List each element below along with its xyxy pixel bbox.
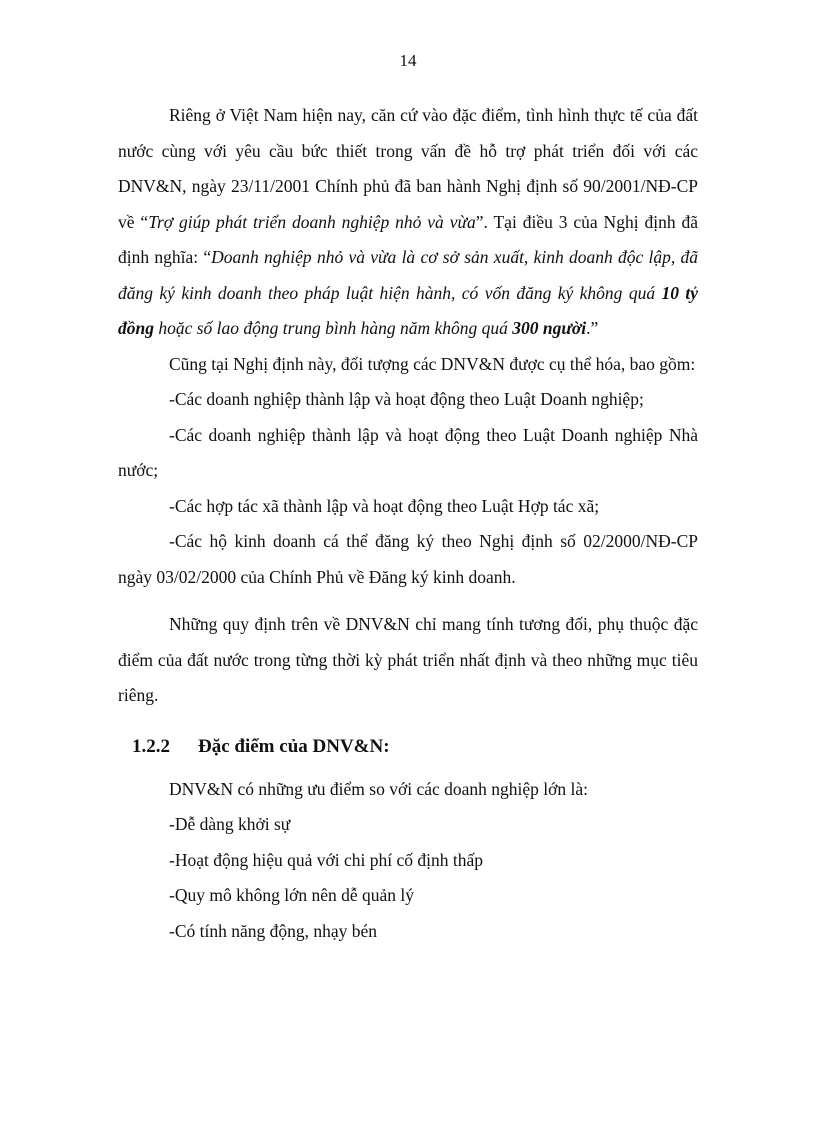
section-title: Đặc điểm của DNV&N: bbox=[198, 735, 390, 757]
list-item: -Các doanh nghiệp thành lập và hoạt động theo Luật Doanh nghiệp; bbox=[169, 389, 644, 409]
paragraph-sme-scope: Cũng tại Nghị định này, đối tượng các DNV&N được cụ thể hóa, bao gồm: bbox=[169, 353, 696, 374]
page-number: 14 bbox=[399, 51, 417, 70]
paragraph-text: ”. Tại điều 3 của Nghị định đã định nghĩa: “ bbox=[118, 211, 698, 267]
decree-title: Trợ giúp phát triển doanh nghiệp nhỏ và vừa bbox=[148, 211, 476, 232]
definition-quote: Doanh nghiệp nhỏ và vừa là cơ sở sản xuất, kinh doanh độc lập, đã đăng ký kinh doanh theo pháp luật hiện hành, có vốn đăng ký không quá bbox=[118, 247, 698, 303]
list-item: -Dễ dàng khởi sự bbox=[169, 814, 291, 834]
paragraph-text: .” bbox=[586, 318, 599, 338]
list-item: -Các doanh nghiệp thành lập và hoạt động theo Luật Doanh nghiệp Nhà nước; bbox=[118, 424, 698, 480]
paragraph-relativity: Những quy định trên về DNV&N chỉ mang tính tương đối, phụ thuộc đặc điểm của đất nước trong từng thời kỳ phát triển nhất định và theo những mục tiêu riêng. bbox=[118, 614, 698, 705]
list-item: -Các hộ kinh doanh cá thể đăng ký theo Nghị định số 02/2000/NĐ-CP ngày 03/02/2000 của Chính Phủ về Đăng ký kinh doanh. bbox=[118, 531, 698, 587]
list-item: -Các hợp tác xã thành lập và hoạt động theo Luật Hợp tác xã; bbox=[169, 495, 600, 516]
section-number: 1.2.2 bbox=[132, 735, 170, 757]
definition-quote-cont: hoặc số lao động trung bình hàng năm không quá bbox=[153, 318, 513, 338]
list-item: -Quy mô không lớn nên dễ quản lý bbox=[169, 885, 414, 905]
paragraph-text: Riêng ở Việt Nam hiện nay, căn cứ vào đặc điểm, tình hình thực tế của đất nước cùng với yêu cầu bức thiết trong vấn đề hỗ trợ phát triển đối với các DNV&N, ngày 23/11/2001 Chính phủ đã ban hành Nghị định số 90/2001/NĐ-CP về “ bbox=[118, 105, 698, 232]
list-item: -Có tính năng động, nhạy bén bbox=[169, 920, 378, 941]
capital-threshold: 10 tỷ đồng bbox=[118, 282, 698, 338]
document-body bbox=[118, 98, 698, 949]
paragraph-advantages-intro: DNV&N có những ưu điểm so với các doanh nghiệp lớn là: bbox=[169, 778, 589, 799]
section-heading bbox=[118, 732, 698, 762]
paragraph-sme-definition bbox=[118, 98, 698, 347]
list-item: -Hoạt động hiệu quả với chi phí cố định thấp bbox=[169, 849, 483, 870]
labor-threshold: 300 người bbox=[512, 318, 587, 338]
